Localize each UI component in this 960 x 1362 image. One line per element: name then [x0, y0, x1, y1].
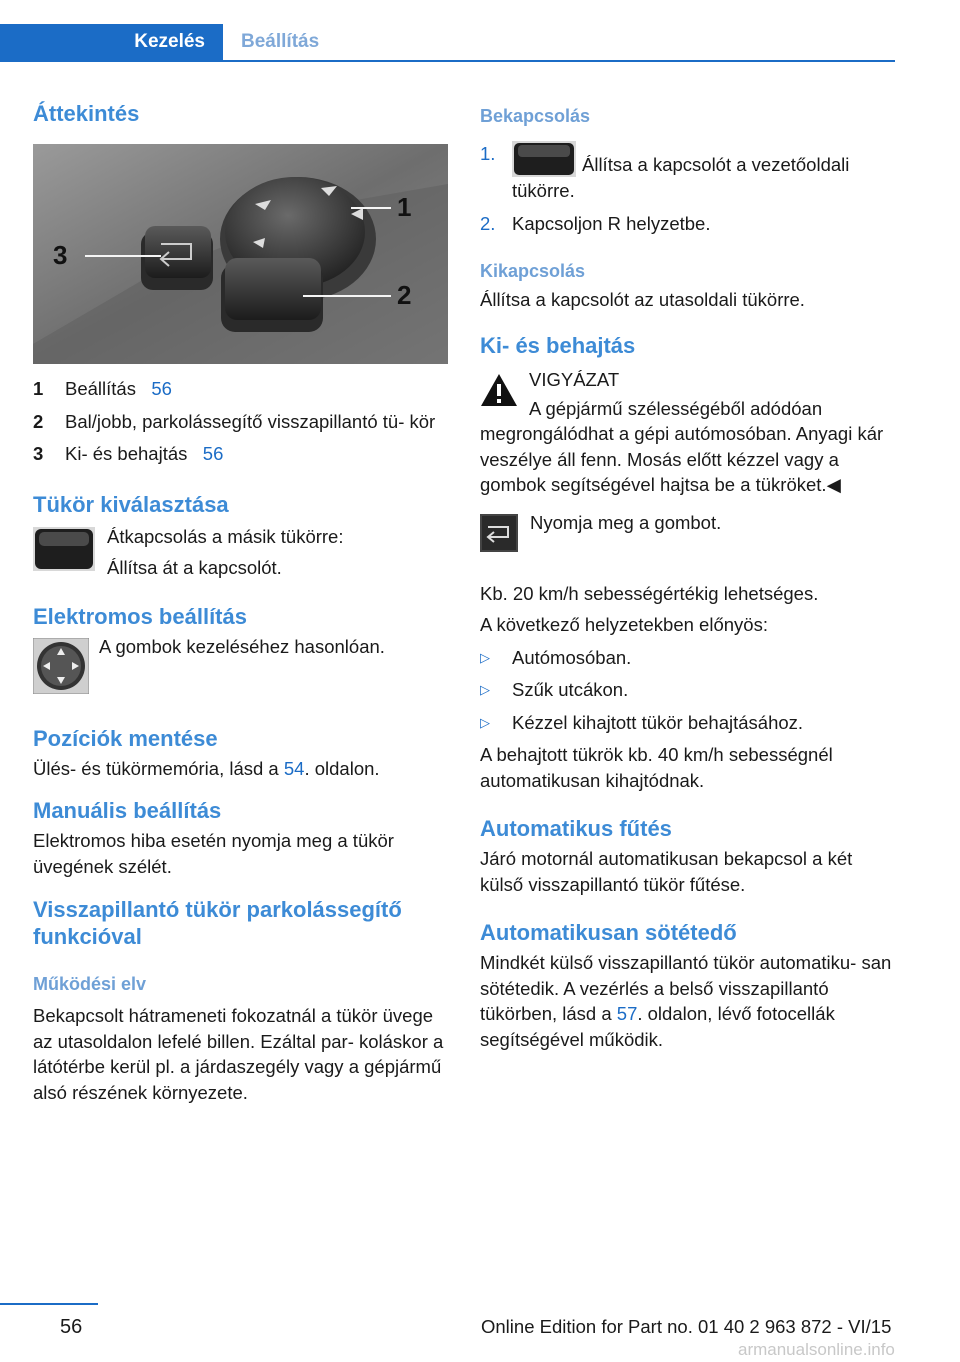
figure-label-2: 2 [397, 280, 412, 310]
mirror-control-photo [33, 144, 448, 364]
figure-label-1: 1 [397, 192, 412, 222]
select-mirror-block [33, 524, 448, 581]
page-ref-link[interactable]: 56 [151, 378, 172, 399]
edition-info: Online Edition for Part no. 01 40 2 963 872 - VI/15 [481, 1316, 892, 1337]
heating-heading: Automatikus fűtés [480, 816, 672, 841]
switch-on-heading: Bekapcsolás [480, 106, 591, 126]
electric-adjust-block [33, 634, 448, 699]
advantage-text: A következő helyzetekben előnyös: [480, 614, 768, 635]
warning-text: A gépjármű szélességéből adódóan megrongálódhat a gépi autómosóban. Anyagi kár veszélye áll fenn. Mosás előtt kézzel vagy a gombok segítségével hajtsa be a tükröket.◀ [480, 397, 884, 495]
parking-mirror-heading: Visszapillantó tükör parkolássegítő funkcióval [33, 897, 402, 949]
list-item: ▷ Kézzel kihajtott tükör behajtásához. [480, 710, 895, 736]
warning-title: VIGYÁZAT [529, 369, 620, 390]
switch-off-heading: Kikapcsolás [480, 260, 586, 281]
heating-text: Járó motornál automatikusan bekapcsol a két külső visszapillantó tükör fűtése. [480, 848, 853, 895]
dimming-text: Mindkét külső visszapillantó tükör automatiku‐ san sötétedik. A vezérlés a belső visszapillantó tükörben, lásd a 57. oldalon, lévő fotocellák segítségével működik. [480, 952, 892, 1050]
step-2: 2. Kapcsoljon R helyzetbe. [480, 213, 711, 234]
footer-rule [0, 1303, 98, 1305]
select-line-2: Állítsa át a kapcsolót. [107, 557, 282, 578]
legend-item: 3 Ki- és behajtás 56 [33, 443, 224, 464]
watermark: armanualsonline.info [738, 1340, 895, 1359]
manual-adjust-text: Elektromos hiba esetén nyomja meg a tükör üvegének szélét. [33, 830, 394, 877]
legend-item: 1 Beállítás 56 [33, 378, 172, 399]
save-positions-text: Ülés- és tükörmemória, lásd a 54. oldalon. [33, 757, 380, 779]
triangle-bullet-icon: ▷ [480, 649, 490, 665]
list-item: ▷ Autómosóban. [480, 645, 895, 671]
right-column [480, 100, 895, 1052]
advantage-list [480, 645, 895, 736]
page-ref-link[interactable]: 54 [283, 757, 305, 779]
left-column [33, 100, 448, 1105]
tab-kezeles[interactable]: Kezelés [0, 24, 223, 60]
press-button-block [480, 510, 895, 557]
tab-beallitas[interactable]: Beállítás [241, 31, 320, 52]
warning-block [480, 367, 895, 498]
page-ref-link[interactable]: 56 [202, 443, 224, 464]
mirror-switch-icon [512, 141, 576, 177]
top-tab-bar [0, 24, 895, 62]
tab-underline [0, 60, 895, 62]
overview-heading: Áttekintés [33, 101, 140, 126]
dimming-heading: Automatikusan sötétedő [480, 920, 737, 945]
fold-mirror-button-icon [480, 510, 530, 557]
page-ref-link[interactable]: 57 [616, 1003, 638, 1024]
fold-back-text: A behajtott tükrök kb. 40 km/h sebességnél automatikusan kihajtódnak. [480, 744, 833, 791]
figure-label-3: 3 [53, 240, 68, 270]
triangle-bullet-icon: ▷ [480, 682, 490, 697]
figure-legend [33, 376, 448, 467]
triangle-bullet-icon: ▷ [480, 714, 490, 730]
press-button-text: Nyomja meg a gombot. [530, 511, 722, 533]
principle-text: Bekapcsolt hátrameneti fokozatnál a tükör üvege az utasoldalon lefelé billen. Ezáltal par‐ koláskor a látótérbe kerül pl. a járdaszegély vagy a gépjármű alsó részének környezete. [33, 1005, 444, 1103]
electric-adjust-text: A gombok kezeléséhez hasonlóan. [99, 635, 385, 657]
mirror-joystick-icon [33, 634, 99, 699]
electric-adjust-heading: Elektromos beállítás [33, 603, 247, 629]
select-mirror-heading: Tükör kiválasztása [33, 491, 229, 517]
manual-adjust-heading: Manuális beállítás [33, 798, 222, 823]
step-1: 1. Állítsa a kapcsolót a vezetőoldali tükörre. [480, 143, 850, 201]
list-item: ▷ Szűk utcákon. [480, 677, 895, 703]
select-line-1: Átkapcsolás a másik tükörre: [107, 525, 344, 547]
speed-text: Kb. 20 km/h sebességértékig lehetséges. [480, 582, 819, 604]
page-number: 56 [60, 1316, 83, 1338]
mirror-control-illustration [33, 144, 448, 364]
legend-item: 2 Bal/jobb, parkolássegítő visszapillantó tü‐ kör [33, 410, 436, 432]
principle-heading: Működési elv [33, 974, 147, 994]
save-positions-heading: Pozíciók mentése [33, 725, 218, 751]
warning-triangle-icon [480, 373, 518, 407]
switch-off-text: Állítsa a kapcsolót az utasoldali tükörre. [480, 288, 805, 310]
fold-heading: Ki- és behajtás [480, 333, 636, 358]
mirror-switch-icon [33, 524, 107, 576]
